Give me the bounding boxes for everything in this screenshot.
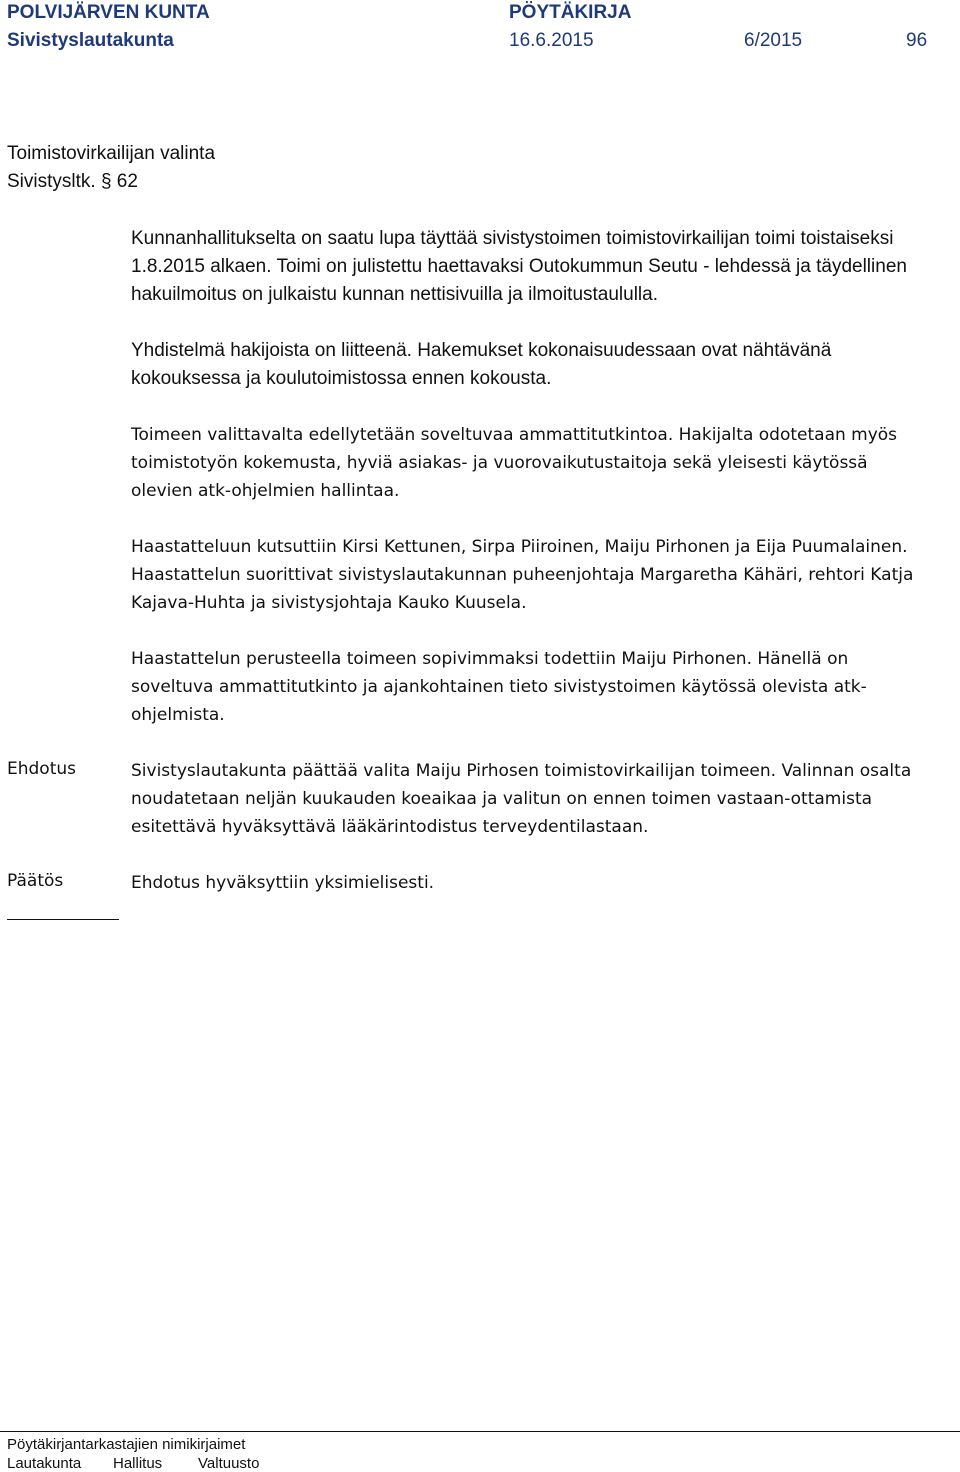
document-type: PÖYTÄKIRJA (509, 2, 632, 23)
paragraph-selection: Haastattelun perusteella toimeen sopivimmaksi todettiin Maiju Pirhonen. Hänellä on soveltuva ammattitutkinto ja ajankohtainen tieto sivistystoimen käytössä olevista atk-ohjelmista. (131, 649, 867, 725)
board-name: Sivistyslautakunta (7, 30, 174, 51)
paragraph-requirements: Toimeen valittavalta edellytetään soveltuvaa ammattitutkintoa. Hakijalta odotetaan myös toimistotyön kokemusta, hyviä asiakas- ja vuorovaikutustaitoja sekä yleisesti käytössä olevien atk-ohjelmien hallintaa. (131, 425, 898, 501)
decision-text: Ehdotus hyväksyttiin yksimielisesti. (131, 873, 435, 893)
item-reference: Sivistysltk. § 62 (7, 171, 138, 192)
paragraph-permission: Kunnanhallitukselta on saatu lupa täyttää sivistystoimen toimistovirkailijan toimi toistaiseksi 1.8.2015 alkaen. Toimi on julistettu haettavaksi Outokummun Seutu - lehdessä ja täydellinen hakuilmoitus on julkaistu kunnan nettisivuilla ja ilmoitustaululla. (131, 228, 907, 305)
municipality-name: POLVIJÄRVEN KUNTA (7, 2, 210, 23)
footer-valtuusto: Valtuusto (198, 1455, 260, 1472)
paragraph-interviews: Haastatteluun kutsuttiin Kirsi Kettunen, Sirpa Piiroinen, Maiju Pirhonen ja Eija Puumalainen. Haastattelun suorittivat sivistyslautakunnan puheenjohtaja Margaretha Kähäri, rehtori Katja Kajava-Huhta ja sivistysjohtaja Kauko Kuusela. (131, 537, 914, 613)
proposal-label: Ehdotus (7, 759, 77, 779)
footer-lautakunta: Lautakunta (7, 1455, 82, 1472)
decision-underline (7, 919, 119, 920)
footer-hallitus: Hallitus (113, 1455, 163, 1472)
meeting-number: 6/2015 (744, 30, 803, 51)
decision-label: Päätös (7, 871, 64, 891)
proposal-text: Sivistyslautakunta päättää valita Maiju Pirhosen toimistovirkailijan toimeen. Valinnan osalta noudatetaan neljän kuukauden koeaikaa ja valitun on ennen toimen vastaan-ottamista esitettävä hyväksyttävä lääkärintodistus terveydentilastaan. (131, 761, 912, 837)
meeting-date: 16.6.2015 (509, 30, 594, 51)
footer-title: Pöytäkirjantarkastajien nimikirjaimet (7, 1436, 246, 1453)
page-number: 96 (906, 30, 928, 51)
paragraph-applicants: Yhdistelmä hakijoista on liitteenä. Hakemukset kokonaisuudessaan ovat nähtävänä kokouksessa ja koulutoimistossa ennen kokousta. (131, 340, 832, 389)
footer-divider (0, 1431, 960, 1432)
item-title: Toimistovirkailijan valinta (7, 143, 216, 164)
